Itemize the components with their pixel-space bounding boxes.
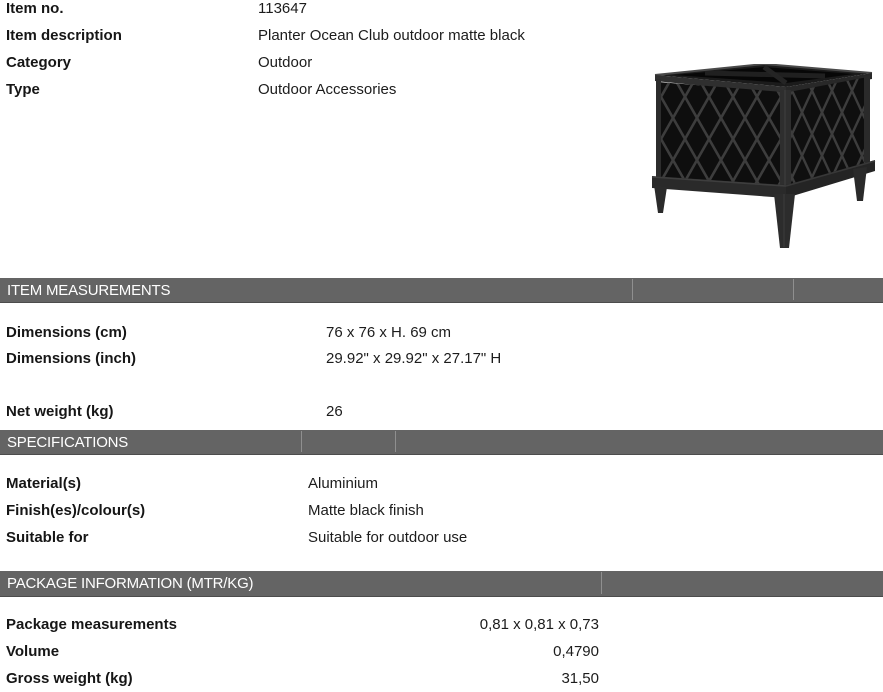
- field-row-package-measurements: [0, 611, 883, 638]
- field-row-dimensions-inch: [0, 346, 883, 373]
- field-value: 113647: [258, 0, 307, 17]
- field-value: 31,50: [561, 670, 599, 687]
- field-label: Suitable for: [6, 529, 89, 546]
- section-header-label: SPECIFICATIONS: [7, 434, 129, 451]
- field-label: Net weight (kg): [6, 403, 114, 420]
- section-header-item-measurements: [0, 278, 883, 303]
- field-value: Outdoor Accessories: [258, 81, 397, 98]
- field-row-dimensions-cm: [0, 320, 883, 347]
- field-label: Package measurements: [6, 616, 177, 633]
- field-value: Aluminium: [308, 475, 379, 492]
- field-label: Item no.: [6, 0, 64, 17]
- field-value: 0,4790: [553, 643, 599, 660]
- field-value: Matte black finish: [308, 502, 424, 519]
- field-label: Category: [6, 54, 72, 71]
- field-value: 26: [326, 403, 343, 420]
- field-row-materials: [0, 470, 883, 497]
- field-row-item-description: [0, 22, 883, 49]
- section-header-label: PACKAGE INFORMATION (MTR/KG): [7, 575, 254, 592]
- field-value: 76 x 76 x H. 69 cm: [326, 324, 452, 341]
- field-label: Volume: [6, 643, 60, 660]
- field-row-suitable-for: [0, 524, 883, 551]
- field-row-gross-weight: [0, 665, 883, 692]
- field-label: Dimensions (inch): [6, 350, 137, 367]
- field-value: Planter Ocean Club outdoor matte black: [258, 27, 525, 44]
- field-label: Material(s): [6, 475, 82, 492]
- section-header-label: ITEM MEASUREMENTS: [7, 282, 171, 299]
- field-label: Dimensions (cm): [6, 324, 127, 341]
- field-label: Gross weight (kg): [6, 670, 133, 687]
- cell-divider: [632, 279, 633, 300]
- cell-divider: [301, 431, 302, 452]
- field-value: Outdoor: [258, 54, 313, 71]
- field-row-item-no: [0, 0, 883, 22]
- product-photo: [650, 64, 878, 252]
- field-row-finish-colour: [0, 497, 883, 524]
- cell-divider: [601, 572, 602, 594]
- field-value: 29.92" x 29.92" x 27.17" H: [326, 350, 502, 367]
- field-label: Finish(es)/colour(s): [6, 502, 146, 519]
- cell-divider: [395, 431, 396, 452]
- field-value: Suitable for outdoor use: [308, 529, 468, 546]
- field-label: Type: [6, 81, 40, 98]
- section-header-specifications: [0, 430, 883, 455]
- field-row-net-weight: [0, 399, 883, 426]
- field-value: 0,81 x 0,81 x 0,73: [479, 616, 599, 633]
- section-header-package-information: [0, 571, 883, 597]
- field-row-volume: [0, 638, 883, 665]
- field-label: Item description: [6, 27, 122, 44]
- cell-divider: [793, 279, 794, 300]
